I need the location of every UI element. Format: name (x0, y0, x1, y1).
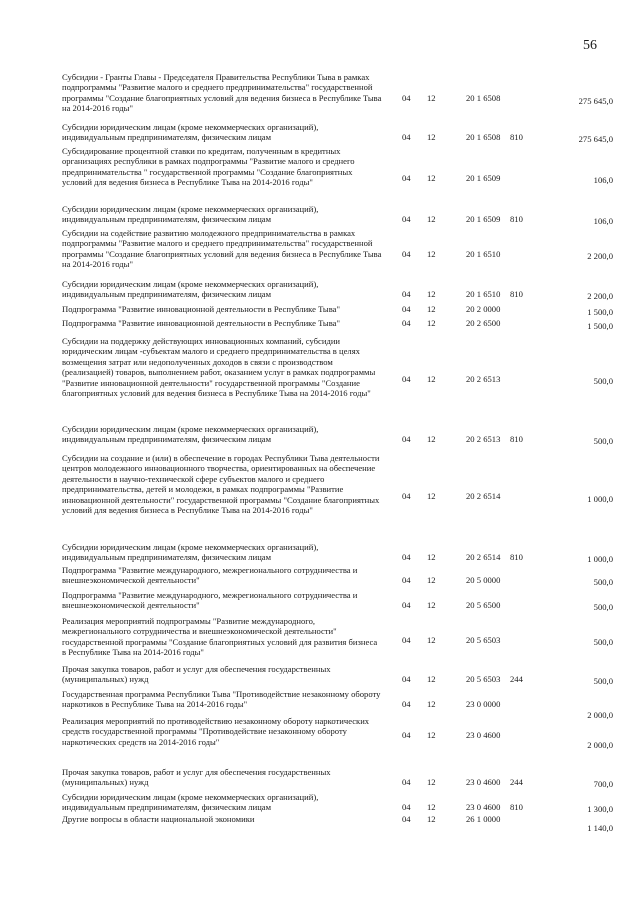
row-sum: 2 000,0 (587, 740, 613, 750)
row-subsection: 12 (427, 132, 436, 142)
row-section: 04 (402, 132, 411, 142)
row-subsection: 12 (427, 249, 436, 259)
row-csr: 20 2 6514 (466, 552, 501, 562)
row-name: Субсидии юридическим лицам (кроме некоммерческих организаций), индивидуальным предпринимателям, физическим лицам (62, 424, 319, 445)
row-sum: 1 000,0 (587, 554, 613, 564)
row-subsection: 12 (427, 635, 436, 645)
table-row (0, 336, 640, 420)
table-row (0, 616, 640, 660)
row-csr: 23 0 4600 (466, 730, 501, 740)
row-name: Подпрограмма "Развитие инновационной деятельности в Республике Тыва" (62, 318, 340, 328)
table-row (0, 304, 640, 316)
row-section: 04 (402, 600, 411, 610)
row-csr: 20 1 6509 (466, 214, 501, 224)
table-row (0, 122, 640, 144)
row-sum: 1 140,0 (587, 823, 613, 833)
row-sum: 500,0 (593, 436, 613, 446)
row-csr: 20 5 6503 (466, 674, 501, 684)
table-row (0, 279, 640, 301)
row-subsection: 12 (427, 802, 436, 812)
row-vr: 244 (510, 777, 523, 787)
table-row (0, 204, 640, 226)
row-sum: 500,0 (593, 602, 613, 612)
row-name: Субсидирование процентной ставки по кредитам, полученным в кредитных организациях республики в рамках подпрограммы "Развитие малого и среднего предпринимательства " государственной программы "Создание благоприятных условий для ведения бизнеса в Республике Тыва на 2014-2016 годы" (62, 146, 355, 188)
row-vr: 810 (510, 214, 523, 224)
row-section: 04 (402, 699, 411, 709)
row-sum: 106,0 (593, 216, 613, 226)
row-name: Субсидии - Гранты Главы - Председателя Правительства Республики Тыва в рамках подпрограммы "Развитие малого и среднего предпринимательства" государственной программы "Создание благоприятных условий для ведения бизнеса в Республике Тыва на 2014-2016 годы" (62, 72, 382, 114)
row-subsection: 12 (427, 434, 436, 444)
row-name: Подпрограмма "Развитие инновационной деятельности в Республике Тыва" (62, 304, 340, 314)
row-subsection: 12 (427, 374, 436, 384)
row-csr: 20 1 6510 (466, 249, 501, 259)
row-sum: 1 000,0 (587, 494, 613, 504)
row-csr: 20 1 6508 (466, 93, 501, 103)
row-subsection: 12 (427, 674, 436, 684)
table-row (0, 664, 640, 686)
row-name: Субсидии юридическим лицам (кроме некоммерческих организаций), индивидуальным предпринимателям, физическим лицам (62, 542, 319, 563)
table-row (0, 542, 640, 564)
row-section: 04 (402, 318, 411, 328)
row-section: 04 (402, 249, 411, 259)
row-subsection: 12 (427, 173, 436, 183)
table-row (0, 146, 640, 202)
table-row (0, 590, 640, 612)
table-row (0, 318, 640, 330)
table-row (0, 424, 640, 446)
row-csr: 26 1 0000 (466, 814, 501, 824)
row-sum: 275 645,0 (578, 134, 613, 144)
row-subsection: 12 (427, 699, 436, 709)
row-vr: 810 (510, 434, 523, 444)
row-csr: 20 2 6513 (466, 374, 501, 384)
row-sum: 106,0 (593, 175, 613, 185)
table-row (0, 565, 640, 587)
row-sum: 500,0 (593, 577, 613, 587)
row-subsection: 12 (427, 318, 436, 328)
row-csr: 20 5 6500 (466, 600, 501, 610)
row-section: 04 (402, 777, 411, 787)
row-sum: 275 645,0 (578, 96, 613, 106)
row-section: 04 (402, 552, 411, 562)
row-section: 04 (402, 289, 411, 299)
row-sum: 2 200,0 (587, 251, 613, 261)
row-vr: 810 (510, 802, 523, 812)
row-section: 04 (402, 304, 411, 314)
row-csr: 20 1 6510 (466, 289, 501, 299)
row-section: 04 (402, 491, 411, 501)
row-section: 04 (402, 93, 411, 103)
table-row (0, 814, 640, 836)
row-section: 04 (402, 802, 411, 812)
row-section: 04 (402, 434, 411, 444)
row-name: Прочая закупка товаров, работ и услуг для обеспечения государственных (муниципальных) нужд (62, 767, 331, 788)
row-csr: 23 0 0000 (466, 699, 501, 709)
row-subsection: 12 (427, 730, 436, 740)
row-section: 04 (402, 674, 411, 684)
row-vr: 810 (510, 132, 523, 142)
table-row (0, 689, 640, 720)
row-name: Подпрограмма "Развитие международного, межрегионального сотрудничества и внешнеэкономической деятельности" (62, 590, 358, 611)
row-name: Реализация мероприятий по противодействию незаконному обороту наркотических средств государственной программы "Противодействие незаконному обороту наркотических средств на 2014-2016 годы" (62, 716, 370, 747)
row-sum: 700,0 (593, 779, 613, 789)
row-name: Субсидии на создание и (или) в обеспечение в городах Республики Тыва деятельности центров молодежного инновационного творчества, ориентированных на обеспечение деятельности в научно-технической сфере субъектов малого и среднего предпринимательства, детей и молодежи, в рамках подпрограммы "Развитие инновационной деятельности" государственной программы "Создание благоприятных условий для ведения бизнеса в Республике Тыва на 2014-2016 годы" (62, 453, 380, 516)
row-name: Субсидии на содействие развитию молодежного предпринимательства в рамках подпрограммы "Развитие малого и среднего предпринимательства" государственной программы "Создание благоприятных условий для ведения бизнеса в Республике Тыва на 2014-2016 годы" (62, 228, 382, 270)
row-csr: 23 0 4600 (466, 802, 501, 812)
row-sum: 1 500,0 (587, 321, 613, 331)
row-section: 04 (402, 814, 411, 824)
row-sum: 2 200,0 (587, 291, 613, 301)
table-row (0, 792, 640, 814)
row-subsection: 12 (427, 289, 436, 299)
row-csr: 20 5 0000 (466, 575, 501, 585)
row-sum: 1 500,0 (587, 307, 613, 317)
row-csr: 20 2 6513 (466, 434, 501, 444)
row-vr: 810 (510, 552, 523, 562)
row-name: Реализация мероприятий подпрограммы "Развитие международного, межрегионального сотрудничества и внешнеэкономической деятельности" государственной программы "Создание благоприятных условий для развития бизнеса в Республике Тыва на 2014-2016 годы" (62, 616, 378, 658)
row-section: 04 (402, 635, 411, 645)
row-vr: 244 (510, 674, 523, 684)
row-csr: 20 1 6509 (466, 173, 501, 183)
table-row (0, 716, 640, 748)
row-sum: 500,0 (593, 676, 613, 686)
row-subsection: 12 (427, 575, 436, 585)
row-csr: 20 2 6500 (466, 318, 501, 328)
row-sum: 1 300,0 (587, 804, 613, 814)
row-csr: 23 0 4600 (466, 777, 501, 787)
row-name: Субсидии юридическим лицам (кроме некоммерческих организаций), индивидуальным предпринимателям, физическим лицам (62, 792, 319, 813)
row-subsection: 12 (427, 304, 436, 314)
row-subsection: 12 (427, 491, 436, 501)
row-csr: 20 5 6503 (466, 635, 501, 645)
row-subsection: 12 (427, 214, 436, 224)
row-name: Подпрограмма "Развитие международного, межрегионального сотрудничества и внешнеэкономической деятельности" (62, 565, 358, 586)
row-name: Прочая закупка товаров, работ и услуг для обеспечения государственных (муниципальных) нужд (62, 664, 331, 685)
row-sum: 500,0 (593, 637, 613, 647)
row-section: 04 (402, 730, 411, 740)
row-csr: 20 1 6508 (466, 132, 501, 142)
row-subsection: 12 (427, 600, 436, 610)
row-name: Субсидии юридическим лицам (кроме некоммерческих организаций), индивидуальным предпринимателям, физическим лицам (62, 279, 319, 300)
table-row (0, 453, 640, 537)
row-name: Субсидии юридическим лицам (кроме некоммерческих организаций), индивидуальным предпринимателям, физическим лицам (62, 204, 319, 225)
row-subsection: 12 (427, 814, 436, 824)
row-csr: 20 2 0000 (466, 304, 501, 314)
row-section: 04 (402, 575, 411, 585)
row-section: 04 (402, 214, 411, 224)
row-sum: 2 000,0 (587, 710, 613, 720)
row-section: 04 (402, 374, 411, 384)
page-number: 56 (583, 38, 597, 53)
table-row (0, 72, 640, 124)
row-section: 04 (402, 173, 411, 183)
row-subsection: 12 (427, 552, 436, 562)
table-row (0, 228, 640, 280)
row-name: Субсидии на поддержку действующих инновационных компаний, субсидии юридическим лицам -субъектам малого и среднего предпринимательства в целях возмещения затрат или недополученных доходов в связи с производством (реализацией) товаров, выполнением работ, оказанием услуг в рамках подпрограммы "Развитие инновационной деятельности" государственной программы "Создание благоприятных условий для ведения бизнеса в Республике Тыва на 2014-2016 годы" (62, 336, 376, 399)
table-row (0, 767, 640, 789)
row-subsection: 12 (427, 777, 436, 787)
row-csr: 20 2 6514 (466, 491, 501, 501)
row-sum: 500,0 (593, 376, 613, 386)
row-subsection: 12 (427, 93, 436, 103)
row-name: Субсидии юридическим лицам (кроме некоммерческих организаций), индивидуальным предпринимателям, физическим лицам (62, 122, 319, 143)
row-vr: 810 (510, 289, 523, 299)
row-name: Государственная программа Республики Тыва "Противодействие незаконному обороту наркотиков в Республике Тыва на 2014-2016 годы" (62, 689, 381, 710)
row-name: Другие вопросы в области национальной экономики (62, 814, 255, 824)
